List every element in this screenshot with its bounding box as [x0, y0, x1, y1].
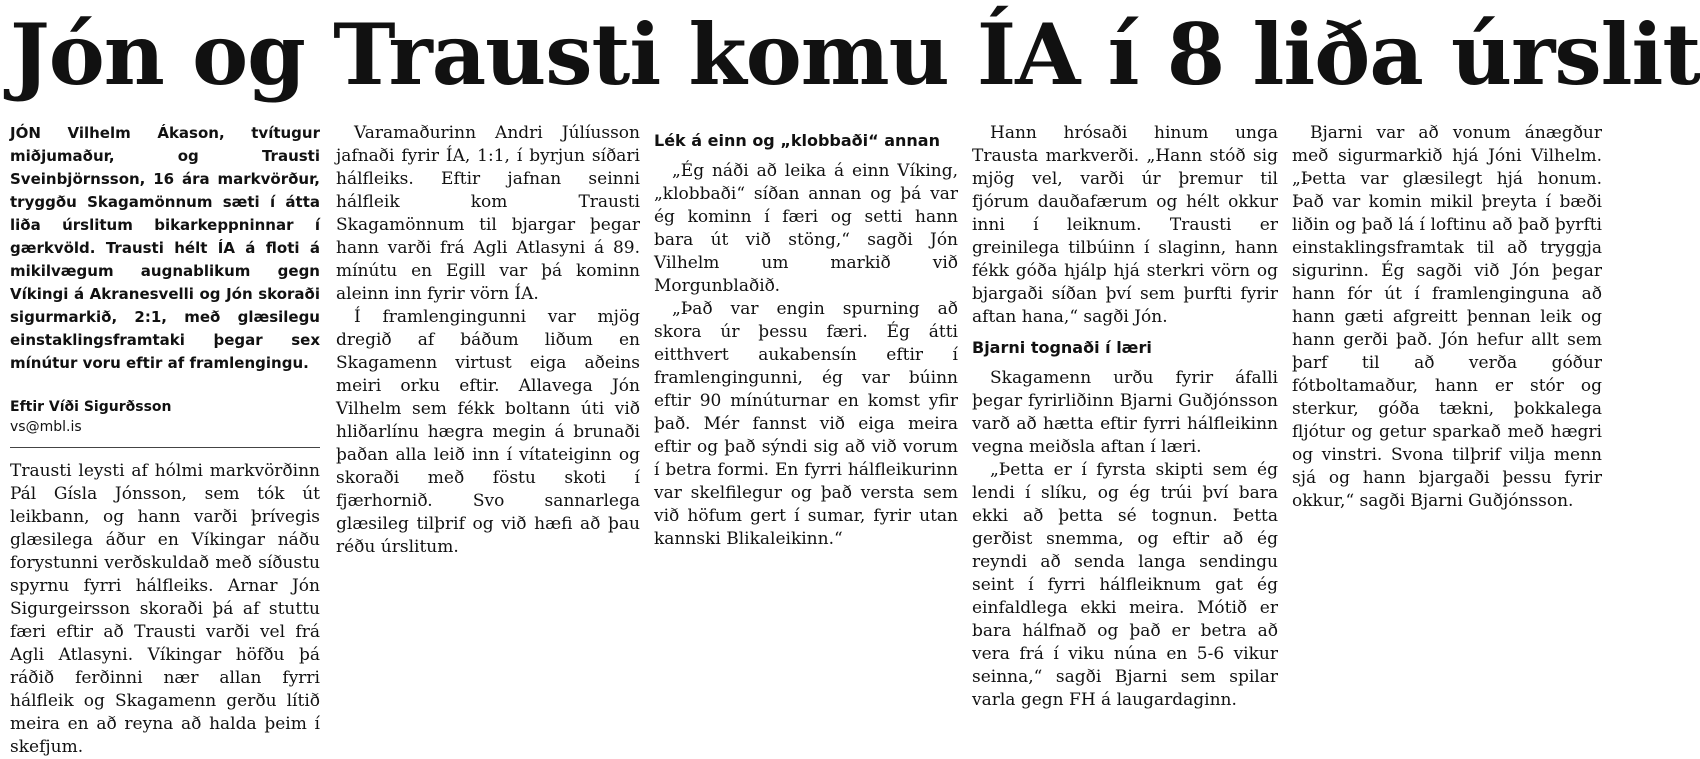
article-column-4: [972, 122, 1278, 710]
subheading: Bjarni tognaði í læri: [972, 338, 1152, 357]
body-paragraph: Í framlengingunni var mjög dregið af báðum liðum en Skagamenn virtust eiga aðeins meiri orku eftir. Allavega Jón Vilhelm sem fékk boltann úti við hliðarlínu hægra megin á brunaði þaðan alla leið inn í vítateiginn og skoraði með föstu skoti í fjærhornið. Svo sannarlega glæsileg tilþrif og við hæfi að þau réðu úrslitum.: [336, 307, 640, 557]
byline-divider: [10, 447, 320, 448]
headline: Jón og Trausti komu ÍA í 8 liða úrslit: [10, 5, 1700, 104]
article-column-2: [336, 122, 640, 558]
body-paragraph: „Ég náði að leika á einn Víking, „klobbaði“ síðan annan og þá var ég kominn í færi og setti hann bara út við stöng,“ sagði Jón Vilhelm um markið við Morgunblaðið.: [654, 161, 958, 296]
article-column-1: [10, 122, 320, 757]
body-paragraph: „Það var engin spurning að skora úr þessu færi. Ég átti eitthvert aukabensín eftir í framlengingunni, ég var búinn eftir 90 mínúturnar en komst yfir það. Mér fannst við eiga meira eftir og það sýndi sig að við vorum í betra formi. En fyrri hálfleikurinn var skelfilegur og það versta sem við höfum gert í sumar, fyrir utan kannski Blikaleikinn.“: [654, 299, 958, 549]
body-paragraph: Varamaðurinn Andri Júlíusson jafnaði fyrir ÍA, 1:1, í byrjun síðari hálfleiks. Eftir jafnan seinni hálfleik kom Trausti Skagamönnum til bjargar þegar hann varði frá Agli Atlasyni á 89. mínútu en Egill var þá kominn aleinn inn fyrir vörn ÍA.: [336, 123, 640, 304]
author-email[interactable]: vs@mbl.is: [10, 419, 82, 435]
body-paragraph: Bjarni var að vonum ánægður með sigurmarkið hjá Jóni Vilhelm. „Þetta var glæsilegt hjá honum. Það var komin mikil þreyta í bæði liðin og það lá í loftinu að það þyrfti einstaklingsframtak til að tryggja sigurinn. Ég sagði við Jón þegar hann fór út í framlenginguna að hann gæti afgreitt þennan leik og hann gerði það. Jón hefur allt sem þarf til að verða góður fótboltamaður, hann er stór og sterkur, góða tækni, þokkalega fljótur og getur sparkað með hægri og vinstri. Svona tilþrif vilja menn sjá og hann bjargaði þessu fyrir okkur,“ sagði Bjarni Guðjónsson.: [1292, 123, 1602, 511]
body-paragraph: Skagamenn urðu fyrir áfalli þegar fyrirliðinn Bjarni Guðjónsson varð að hætta eftir fyrri hálfleikinn vegna meiðsla aftan í læri.: [972, 368, 1278, 457]
body-paragraph: Trausti leysti af hólmi markvörðinn Pál Gísla Jónsson, sem tók út leikbann, og hann varði þrívegis glæsilega áður en Víkingar náðu forystunni verðskuldað með síðustu spyrnu fyrri hálfleiks. Arnar Jón Sigurgeirsson skoraði þá af stuttu færi eftir að Trausti varði vel frá Agli Atlasyni. Víkingar höfðu þá ráðið ferðinni nær allan fyrri hálfleik og Skagamenn gerðu lítið meira en að reyna að halda þeim í skefjum.: [10, 461, 320, 757]
subheading: Lék á einn og „klobbaði“ annan: [654, 131, 940, 150]
lede: JÓN Vilhelm Ákason, tvítugur miðjumaður, og Trausti Sveinbjörnsson, 16 ára markvörður, tryggðu Skagamönnum sæti í átta liða úrslitum bikarkeppninnar í gærkvöld. Trausti hélt ÍA á floti á mikilvægum augnablikum gegn Víkingi á Akranesvelli og Jón skoraði sigurmarkið, 2:1, með glæsilegu einstaklingsframtaki þegar sex mínútur voru eftir af framlengingu.: [10, 124, 320, 372]
article-column-3: [654, 122, 958, 558]
body-paragraph: „Þetta er í fyrsta skipti sem ég lendi í slíku, og ég trúi því bara ekki að þetta sé tognun. Þetta gerðist snemma, og eftir að ég reyndi að senda langa sendingu seint í fyrri hálfleiknum gat ég einfaldlega ekki meira. Mótið er bara hálfnað og það er betra að vera frá í viku núna en 5-6 vikur seinna,“ sagði Bjarni sem spilar varla gegn FH á laugardaginn.: [972, 460, 1278, 710]
body-paragraph: Hann hrósaði hinum unga Trausta markverði. „Hann stóð sig mjög vel, varði úr þremur til fjórum dauðafærum og hélt okkur inni í leiknum. Trausti er greinilega tilbúinn í slaginn, hann fékk góða hjálp hjá sterkri vörn og bjargaði síðan því sem þurfti fyrir aftan hana,“ sagði Jón.: [972, 123, 1278, 327]
article-column-5: [1292, 122, 1602, 558]
byline: Eftir Víði Sigurðsson: [10, 399, 172, 415]
